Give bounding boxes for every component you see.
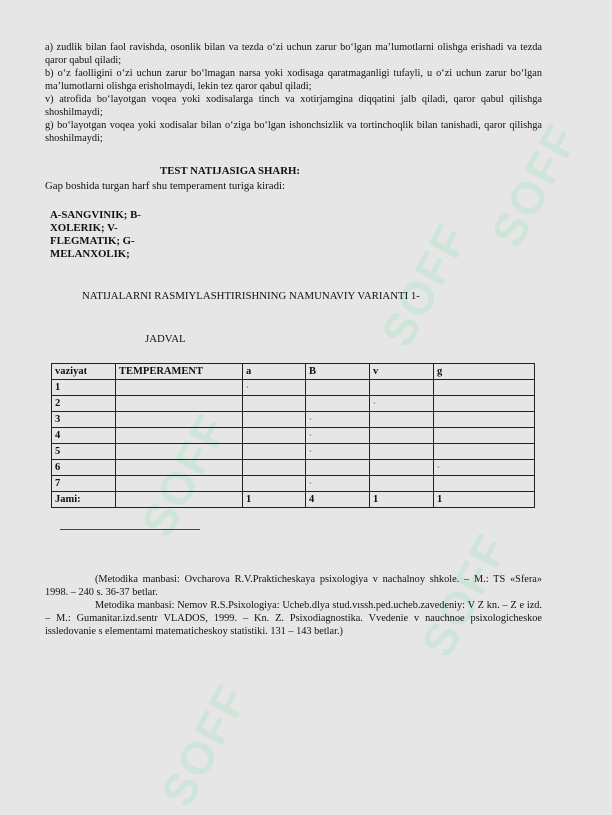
table-cell xyxy=(243,444,306,460)
watermark: SOFF xyxy=(150,675,259,815)
table-cell xyxy=(243,412,306,428)
option-b: b) o‘z faolligini o‘zi uchun zarur bo‘lmagan narsa yoki xodisaga qaratmaganligi tufayli, u o‘zi uchun zarur bo‘lgan ma’lumotlarni olishga erisholmaydi, lekin tez qaror qabul qiladi; xyxy=(45,68,542,92)
table-cell xyxy=(243,428,306,444)
table-cell xyxy=(434,444,535,460)
answer-options xyxy=(45,41,542,145)
source-2: Metodika manbasi: Nemov R.S.Psixologiya: Ucheb.dlya stud.vıssh.ped.ucheb.zavedeniy: V Z kn. – Z e izd. – M.: Gumanitar.izd.sentr VLADOS, 1999. – Kn. Z. Psixodiagnostika. Vvedenie v nauchnoe psixologicheskoe issledovanie s elementami matematicheskoy statistiki. 131 – 143 betlar.) xyxy=(45,600,542,637)
table-cell xyxy=(243,476,306,492)
table-cell xyxy=(370,444,434,460)
table-cell xyxy=(116,428,243,444)
option-v: v) atrofida bo‘layotgan voqea yoki xodisalarga tinch va xotirjamgina diqqatini jalb qiladi, qaror qabul qilishga shoshilmaydi; xyxy=(45,94,542,118)
table-cell xyxy=(116,380,243,396)
table-cell xyxy=(434,396,535,412)
table-cell: · xyxy=(370,396,434,412)
header-cell: a xyxy=(243,364,306,380)
header-cell: B xyxy=(306,364,370,380)
header-cell: g xyxy=(434,364,535,380)
total-cell: Jami: xyxy=(52,492,116,508)
results-table xyxy=(51,363,535,508)
option-g: g) bo‘layotgan voqea yoki xodisalar bilan o‘ziga bo‘lgan ishonchsizlik va tortinchoqlik bilan tanishadi, qaror qilishga shoshilmaydi; xyxy=(45,120,542,144)
table-cell xyxy=(306,396,370,412)
option-a: a) zudlik bilan faol ravishda, osonlik bilan va tezda o‘zi uchun zarur bo‘lgan ma’lumotlarni olishga erishadi va tezda qaror qabul qiladi; xyxy=(45,42,542,66)
table-cell xyxy=(243,396,306,412)
table-cell: 4 xyxy=(52,428,116,444)
footnote-rule xyxy=(60,529,200,530)
table-row xyxy=(52,428,535,444)
table-cell: 2 xyxy=(52,396,116,412)
table-row xyxy=(52,476,535,492)
table-cell xyxy=(116,444,243,460)
interpretation-intro: Gap boshida turgan harf shu temperament turiga kiradi: xyxy=(45,180,285,192)
table-cell xyxy=(116,396,243,412)
table-cell xyxy=(370,412,434,428)
table-cell xyxy=(116,476,243,492)
temperament-types: A-SANGVINIK; B-XOLERIK; V-FLEGMATIK; G-MELANXOLIK; xyxy=(50,209,141,260)
watermark: SOFF xyxy=(410,525,519,665)
table-cell xyxy=(243,460,306,476)
table-cell xyxy=(370,428,434,444)
table-row xyxy=(52,380,535,396)
watermark: SOFF xyxy=(480,115,589,255)
table-total-row xyxy=(52,492,535,508)
table-cell: 7 xyxy=(52,476,116,492)
table-label: JADVAL xyxy=(145,333,186,345)
table-cell: 5 xyxy=(52,444,116,460)
table-cell xyxy=(434,428,535,444)
header-cell: TEMPERAMENT xyxy=(116,364,243,380)
table-cell xyxy=(434,476,535,492)
table-cell xyxy=(306,460,370,476)
table-cell: · xyxy=(306,476,370,492)
total-cell: 1 xyxy=(243,492,306,508)
interpretation-heading: TEST NATIJASIGA SHARH: xyxy=(160,165,301,177)
table-cell: · xyxy=(306,412,370,428)
table-cell: 1 xyxy=(52,380,116,396)
table-cell xyxy=(434,412,535,428)
total-cell: 1 xyxy=(434,492,535,508)
table-cell: · xyxy=(434,460,535,476)
watermark: SOFF xyxy=(130,405,239,545)
total-cell: 1 xyxy=(370,492,434,508)
table-cell: 6 xyxy=(52,460,116,476)
table-cell xyxy=(370,460,434,476)
table-cell: · xyxy=(306,444,370,460)
table-row xyxy=(52,444,535,460)
table-cell: · xyxy=(306,428,370,444)
table-row xyxy=(52,396,535,412)
sources xyxy=(45,573,542,638)
total-cell xyxy=(116,492,243,508)
table-cell xyxy=(116,412,243,428)
table-cell xyxy=(370,380,434,396)
table-cell xyxy=(370,476,434,492)
table-header-row xyxy=(52,364,535,380)
table-cell: 3 xyxy=(52,412,116,428)
table-cell xyxy=(116,460,243,476)
table-caption: NATIJALARNI RASMIYLASHTIRISHNING NAMUNAVIY VARIANTI 1- xyxy=(82,290,420,302)
source-1: (Metodika manbasi: Ovcharova R.V.Prakticheskaya psixologiya v nachalnoy shkole. – M.: TS «Sfera» 1998. – 240 s. 36-37 betlar. xyxy=(45,574,542,598)
table-cell xyxy=(306,380,370,396)
table-cell xyxy=(434,380,535,396)
watermark: SOFF xyxy=(370,215,479,355)
header-cell: vaziyat xyxy=(52,364,116,380)
table-row xyxy=(52,412,535,428)
table-cell: · xyxy=(243,380,306,396)
header-cell: v xyxy=(370,364,434,380)
total-cell: 4 xyxy=(306,492,370,508)
table-row xyxy=(52,460,535,476)
